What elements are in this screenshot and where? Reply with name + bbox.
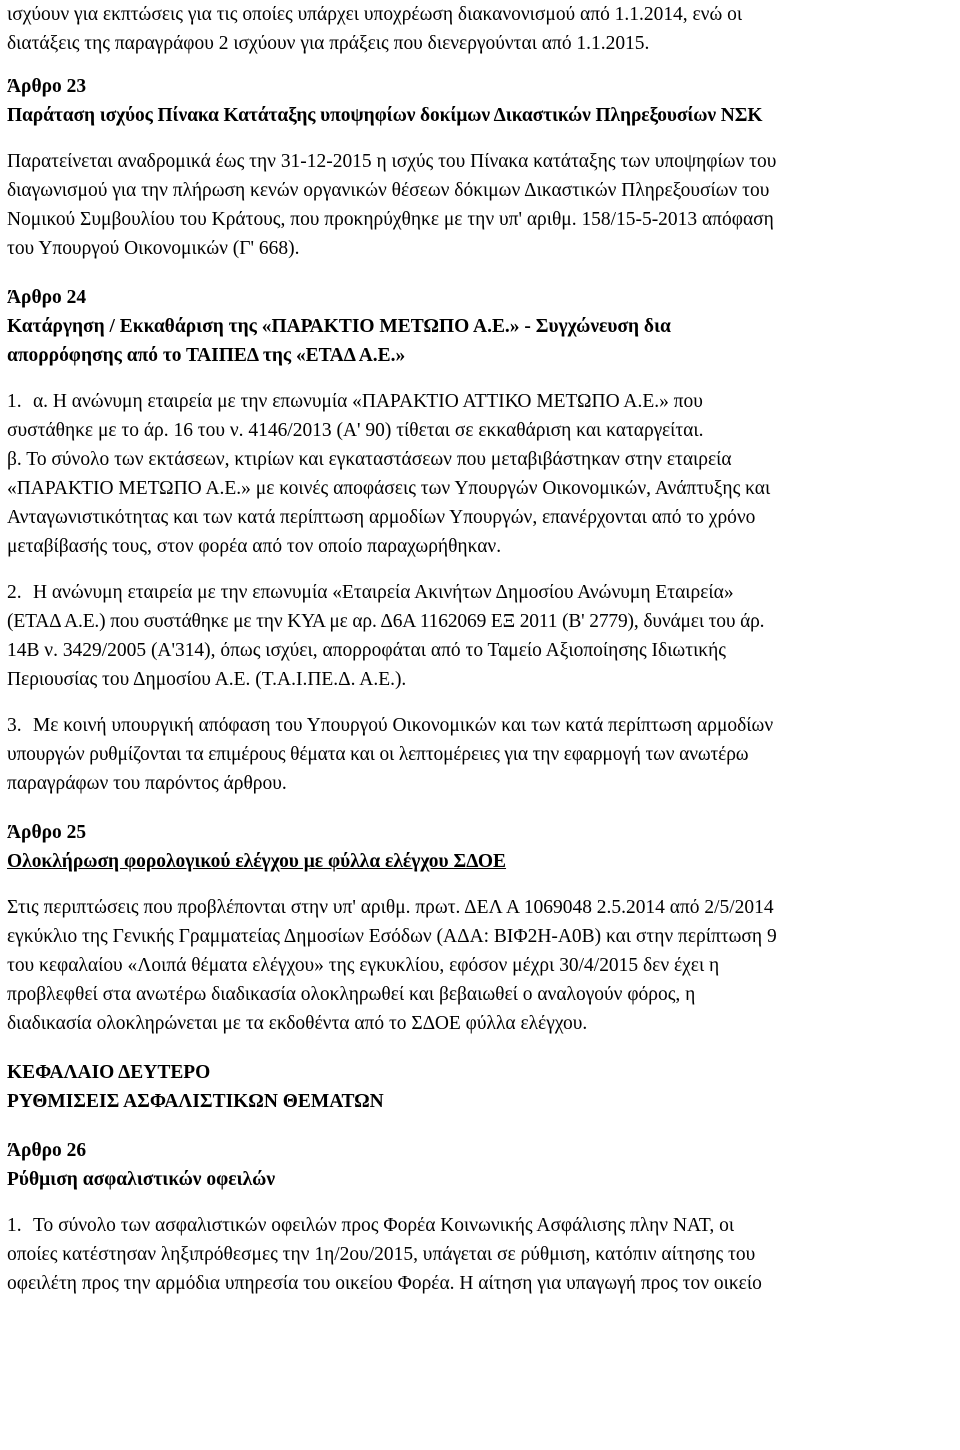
article-24-p1-line-1: [7, 387, 955, 416]
article-24-p3-line-2: υπουργών ρυθμίζονται τα επιμέρους θέματα και οι λεπτομέρειες για την εφαρμογή των ανωτέρω: [7, 744, 749, 765]
article-23: [7, 72, 957, 263]
article-24-p2-line-2: (ΕΤΑΔ Α.Ε.) που συστάθηκε με την ΚΥΑ με αρ. Δ6Α 1162069 ΕΞ 2011 (Β' 2779), δυνάμει του άρ.: [7, 611, 765, 632]
article-24-p3-line-3: παραγράφων του παρόντος άρθρου.: [7, 773, 287, 794]
intro-paragraph: [7, 0, 957, 58]
intro-line-2: διατάξεις της παραγράφου 2 ισχύουν για πράξεις που διενεργούνται από 1.1.2015.: [7, 33, 650, 54]
article-23-heading: Άρθρο 23: [7, 76, 87, 97]
article-26-heading: Άρθρο 26: [7, 1140, 87, 1161]
article-23-body: [7, 147, 957, 263]
article-24-p1-line-3: β. Το σύνολο των εκτάσεων, κτιρίων και εγκαταστάσεων που μεταβιβάστηκαν στην εταιρεία: [7, 449, 732, 470]
article-24-p2-line-1: [7, 578, 955, 607]
article-24-p2-line-4: Περιουσίας του Δημοσίου Α.Ε. (Τ.Α.Ι.ΠΕ.Δ. Α.Ε.).: [7, 669, 407, 690]
article-25-line-5: διαδικασία ολοκληρώνεται με τα εκδοθέντα από το ΣΔΟΕ φύλλα ελέγχου.: [7, 1013, 588, 1034]
article-23-line-1: Παρατείνεται αναδρομικά έως την 31-12-2015 η ισχύς του Πίνακα κατάταξης των υποψηφίων του: [7, 151, 777, 172]
article-24-p3-text-1: Με κοινή υπουργική απόφαση του Υπουργού Οικονομικών και των κατά περίπτωση αρμοδίων: [32, 715, 774, 736]
article-24-paragraph-1: [7, 387, 957, 561]
article-26-title: Ρύθμιση ασφαλιστικών οφειλών: [7, 1169, 276, 1190]
intro-line-1: ισχύουν για εκπτώσεις για τις οποίες υπάρχει υποχρέωση διακανονισμού από 1.1.2014, ενώ οι: [7, 4, 743, 25]
article-24: [7, 283, 957, 798]
paragraph-number: 1.: [7, 391, 22, 412]
article-24-paragraph-2: [7, 578, 957, 694]
chapter-two: [7, 1058, 957, 1116]
article-25-line-3: του κεφαλαίου «Λοιπά θέματα ελέγχου» της εγκυκλίου, εφόσον μέχρι 30/4/2015 δεν έχει η: [7, 955, 720, 976]
article-24-p1-text-1: α. Η ανώνυμη εταιρεία με την επωνυμία «ΠΑΡΑΚΤΙΟ ΑΤΤΙΚΟ ΜΕΤΩΠΟ Α.Ε.» που: [32, 391, 703, 412]
article-25-title: Ολοκλήρωση φορολογικού ελέγχου με φύλλα ελέγχου ΣΔΟΕ: [7, 851, 507, 872]
document-page: [7, 0, 957, 1298]
article-24-title-line-1: Κατάργηση / Εκκαθάριση της «ΠΑΡΑΚΤΙΟ ΜΕΤΩΠΟ Α.Ε.» - Συγχώνευση δια: [7, 316, 671, 337]
paragraph-number: 2.: [7, 582, 22, 603]
article-23-title: Παράταση ισχύος Πίνακα Κατάταξης υποψηφίων δοκίμων Δικαστικών Πληρεξουσίων ΝΣΚ: [7, 105, 763, 126]
article-24-p2-line-3: 14Β ν. 3429/2005 (Α'314), όπως ισχύει, απορροφάται από το Ταμείο Αξιοποίησης Ιδιωτικής: [7, 640, 727, 661]
article-24-p2-text-1: Η ανώνυμη εταιρεία με την επωνυμία «Εταιρεία Ακινήτων Δημοσίου Ανώνυμη Εταιρεία»: [32, 582, 734, 603]
article-25-body: [7, 893, 957, 1038]
article-26-p1-line-1: [7, 1211, 955, 1240]
article-26-p1-line-3: οφειλέτη προς την αρμόδια υπηρεσία του οικείου Φορέα. Η αίτηση για υπαγωγή προς τον οικείο: [7, 1273, 762, 1294]
chapter-title: ΡΥΘΜΙΣΕΙΣ ΑΣΦΑΛΙΣΤΙΚΩΝ ΘΕΜΑΤΩΝ: [7, 1091, 384, 1112]
article-24-paragraph-3: [7, 711, 957, 798]
article-24-p1-line-5: Ανταγωνιστικότητας και των κατά περίπτωση αρμοδίων Υπουργών, επανέρχονται από το χρόνο: [7, 507, 756, 528]
paragraph-number: 3.: [7, 715, 22, 736]
article-25-line-2: εγκύκλιο της Γενικής Γραμματείας Δημοσίων Εσόδων (ΑΔΑ: ΒΙΦ2Η-Α0Β) και στην περίπτωση 9: [7, 926, 777, 947]
article-26-p1-text-1: Το σύνολο των ασφαλιστικών οφειλών προς Φορέα Κοινωνικής Ασφάλισης πλην ΝΑΤ, οι: [32, 1215, 735, 1236]
article-26-paragraph-1: [7, 1211, 957, 1298]
chapter-heading: ΚΕΦΑΛΑΙΟ ΔΕΥΤΕΡΟ: [7, 1062, 211, 1083]
article-24-p1-line-2: συστάθηκε με το άρ. 16 του ν. 4146/2013 (Α' 90) τίθεται σε εκκαθάριση και καταργείται.: [7, 420, 704, 441]
article-25: [7, 818, 957, 1038]
article-23-line-4: του Υπουργού Οικονομικών (Γ' 668).: [7, 238, 300, 259]
article-25-heading: Άρθρο 25: [7, 822, 87, 843]
paragraph-number: 1.: [7, 1215, 22, 1236]
article-24-title-line-2: απορρόφησης από το ΤΑΙΠΕΔ της «ΕΤΑΔ Α.Ε.»: [7, 345, 406, 366]
article-23-line-2: διαγωνισμού για την πλήρωση κενών οργανικών θέσεων δόκιμων Δικαστικών Πληρεξουσίων του: [7, 180, 770, 201]
article-23-line-3: Νομικού Συμβουλίου του Κράτους, που προκηρύχθηκε με την υπ' αριθμ. 158/15-5-2013 απόφαση: [7, 209, 774, 230]
article-25-line-1: Στις περιπτώσεις που προβλέπονται στην υπ' αριθμ. πρωτ. ΔΕΛ Α 1069048 2.5.2014 από 2/5/2014: [7, 897, 774, 918]
article-24-p1-line-6: μεταβίβασής τους, στον φορέα από τον οποίο παραχωρήθηκαν.: [7, 536, 502, 557]
article-24-heading: Άρθρο 24: [7, 287, 87, 308]
article-24-p1-line-4: «ΠΑΡΑΚΤΙΟ ΜΕΤΩΠΟ Α.Ε.» με κοινές αποφάσεις των Υπουργών Οικονομικών, Ανάπτυξης και: [7, 478, 771, 499]
article-26: [7, 1136, 957, 1298]
article-26-p1-line-2: οποίες κατέστησαν ληξιπρόθεσμες την 1η/2ου/2015, υπάγεται σε ρύθμιση, κατόπιν αίτησης του: [7, 1244, 756, 1265]
article-24-p3-line-1: [7, 711, 955, 740]
article-25-line-4: προβλεφθεί στα ανωτέρω διαδικασία ολοκληρωθεί και βεβαιωθεί ο αναλογούν φόρος, η: [7, 984, 696, 1005]
